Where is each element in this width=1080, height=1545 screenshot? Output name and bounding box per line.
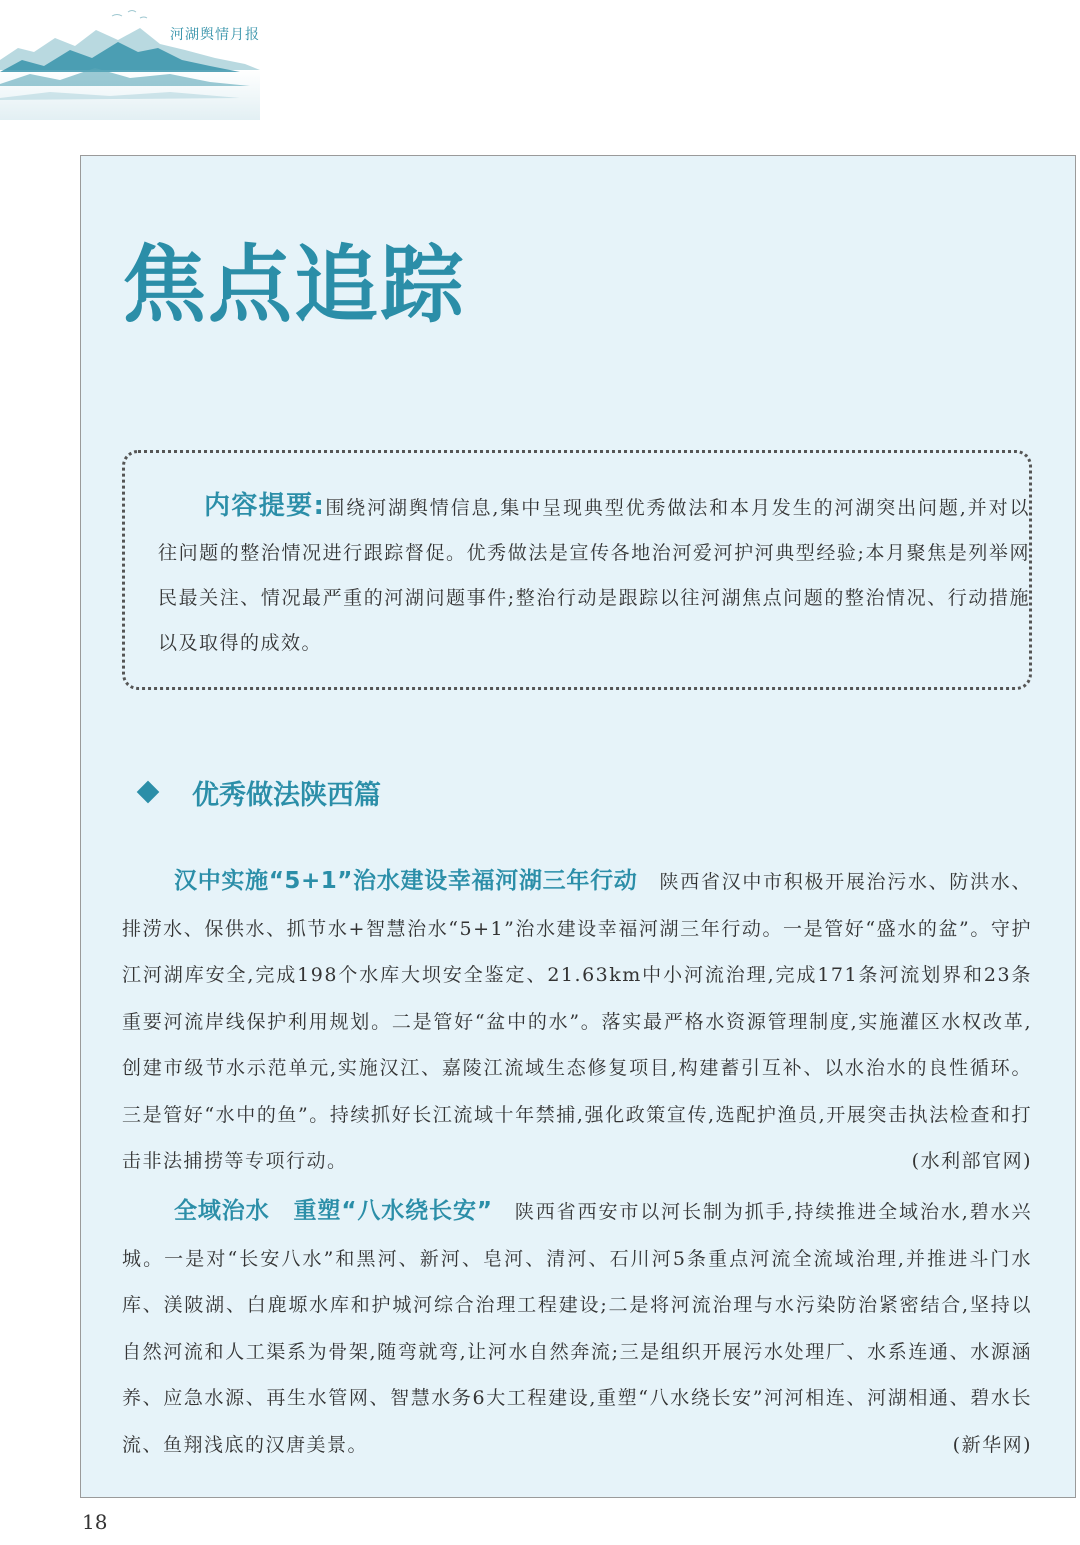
article-xian xyxy=(122,1188,1032,1468)
abstract-label: 内容提要: xyxy=(204,491,325,521)
abstract-body: 围绕河湖舆情信息,集中呈现典型优秀做法和本月发生的河湖突出问题,并对以往问题的整治情况进行跟踪督促。优秀做法是宣传各地治河爱河护河典型经验;本月聚焦是列举网民最关注、情况最严重的河湖问题事件;整治行动是跟踪以往河湖焦点问题的整治情况、行动措施以及取得的成效。 xyxy=(158,497,1030,654)
article-source: (水利部官网) xyxy=(911,1150,1032,1172)
page-header xyxy=(0,0,300,120)
section-title: 焦点追踪 xyxy=(122,236,467,334)
publication-title: 河湖舆情月报 xyxy=(170,27,260,43)
article-headline: 汉中实施“5+1”治水建设幸福河湖三年行动 xyxy=(174,868,638,894)
subsection-heading xyxy=(136,770,381,814)
page-number: 18 xyxy=(82,1510,108,1534)
article-headline: 全域治水 重塑“八水绕长安” xyxy=(174,1198,493,1224)
abstract-text xyxy=(158,484,1030,666)
article-source: (新华网) xyxy=(952,1433,1032,1456)
mountain-landscape-icon xyxy=(0,0,300,120)
subsection-title: 优秀做法陕西篇 xyxy=(192,779,381,811)
article-body: 陕西省西安市以河长制为抓手,持续推进全域治水,碧水兴城。一是对“长安八水”和黑河、新河、皂河、清河、石川河5条重点河流全流域治理,并推进斗门水库、渼陂湖、白鹿塬水库和护城河综合治理工程建设;二是将河流治理与水污染防治紧密结合,坚持以自然河流和人工渠系为骨架,随弯就弯,让河水自然奔流;三是组织开展污水处理厂、水系连通、水源涵养、应急水源、再生水管网、智慧水务6大工程建设,重塑“八水绕长安”河河相连、河湖相通、碧水长流、鱼翔浅底的汉唐美景。 xyxy=(122,1201,1032,1456)
diamond-bullet-icon xyxy=(137,781,160,804)
article-hanzhong xyxy=(122,858,1032,1185)
article-body: 陕西省汉中市积极开展治污水、防洪水、排涝水、保供水、抓节水+智慧治水“5+1”治水建设幸福河湖三年行动。一是管好“盛水的盆”。守护江河湖库安全,完成198个水库大坝安全鉴定、21.63km中小河流治理,完成171条河流划界和23条重要河流岸线保护利用规划。二是管好“盆中的水”。落实最严格水资源管理制度,实施灌区水权改革,创建市级节水示范单元,实施汉江、嘉陵江流域生态修复项目,构建蓄引互补、以水治水的良性循环。三是管好“水中的鱼”。持续抓好长江流域十年禁捕,强化政策宣传,选配护渔员,开展突击执法检查和打击非法捕捞等专项行动。 xyxy=(122,871,1032,1172)
